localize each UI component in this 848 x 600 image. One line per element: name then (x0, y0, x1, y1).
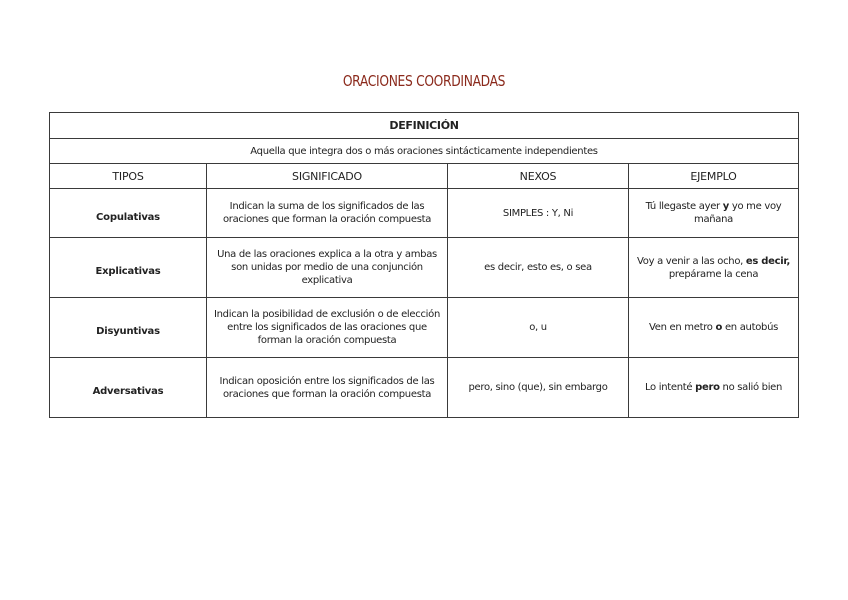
ejemplo-cell (629, 189, 799, 238)
ejemplo-cell (629, 298, 799, 358)
coordinated-sentences-table (49, 112, 799, 418)
table-row (50, 238, 799, 298)
tipo-cell: Explicativas (50, 238, 207, 298)
ejemplo-nexo-highlight: o (715, 322, 723, 333)
ejemplo-nexo-highlight: pero (695, 382, 720, 393)
significado-cell: Indican la posibilidad de exclusión o de elección entre los significados de las oraciones que forman la oración compuesta (207, 298, 448, 358)
column-header-ejemplo: EJEMPLO (629, 164, 799, 189)
ejemplo-text: en autobús (722, 322, 779, 333)
nexos-cell: SIMPLES : Y, Ni (448, 189, 629, 238)
definition-text-row (50, 139, 799, 164)
column-header-nexos: NEXOS (448, 164, 629, 189)
ejemplo-cell (629, 358, 799, 418)
nexos-cell: es decir, esto es, o sea (448, 238, 629, 298)
ejemplo-nexo-highlight: y (722, 201, 729, 212)
definition-heading: DEFINICIÓN (50, 113, 799, 139)
tipo-cell: Adversativas (50, 358, 207, 418)
significado-cell: Indican oposición entre los significados de las oraciones que forman la oración compuesta (207, 358, 448, 418)
ejemplo-cell (629, 238, 799, 298)
table-row (50, 189, 799, 238)
column-header-row (50, 164, 799, 189)
ejemplo-text: Tú llegaste ayer (645, 201, 723, 212)
ejemplo-text: Ven en metro (648, 322, 716, 333)
ejemplo-text: yo me voy mañana (694, 201, 782, 225)
tipo-cell: Copulativas (50, 189, 207, 238)
definition-heading-row (50, 113, 799, 139)
significado-cell: Una de las oraciones explica a la otra y ambas son unidas por medio de una conjunción explicativa (207, 238, 448, 298)
nexos-cell: o, u (448, 298, 629, 358)
column-header-significado: SIGNIFICADO (207, 164, 448, 189)
ejemplo-text: no salió bien (719, 382, 783, 393)
nexos-cell: pero, sino (que), sin embargo (448, 358, 629, 418)
ejemplo-nexo-highlight: es decir, (745, 255, 790, 267)
page-title: ORACIONES COORDINADAS (342, 72, 506, 90)
ejemplo-text: prepárame la cena (668, 268, 759, 280)
column-header-tipos: TIPOS (50, 164, 207, 189)
significado-cell: Indican la suma de los significados de las oraciones que forman la oración compuesta (207, 189, 448, 238)
definition-text: Aquella que integra dos o más oraciones sintácticamente independientes (50, 139, 799, 164)
table-row (50, 358, 799, 418)
ejemplo-text: Voy a venir a las ocho, (637, 255, 746, 267)
table-row (50, 298, 799, 358)
ejemplo-text: Lo intenté (644, 382, 696, 393)
tipo-cell: Disyuntivas (50, 298, 207, 358)
